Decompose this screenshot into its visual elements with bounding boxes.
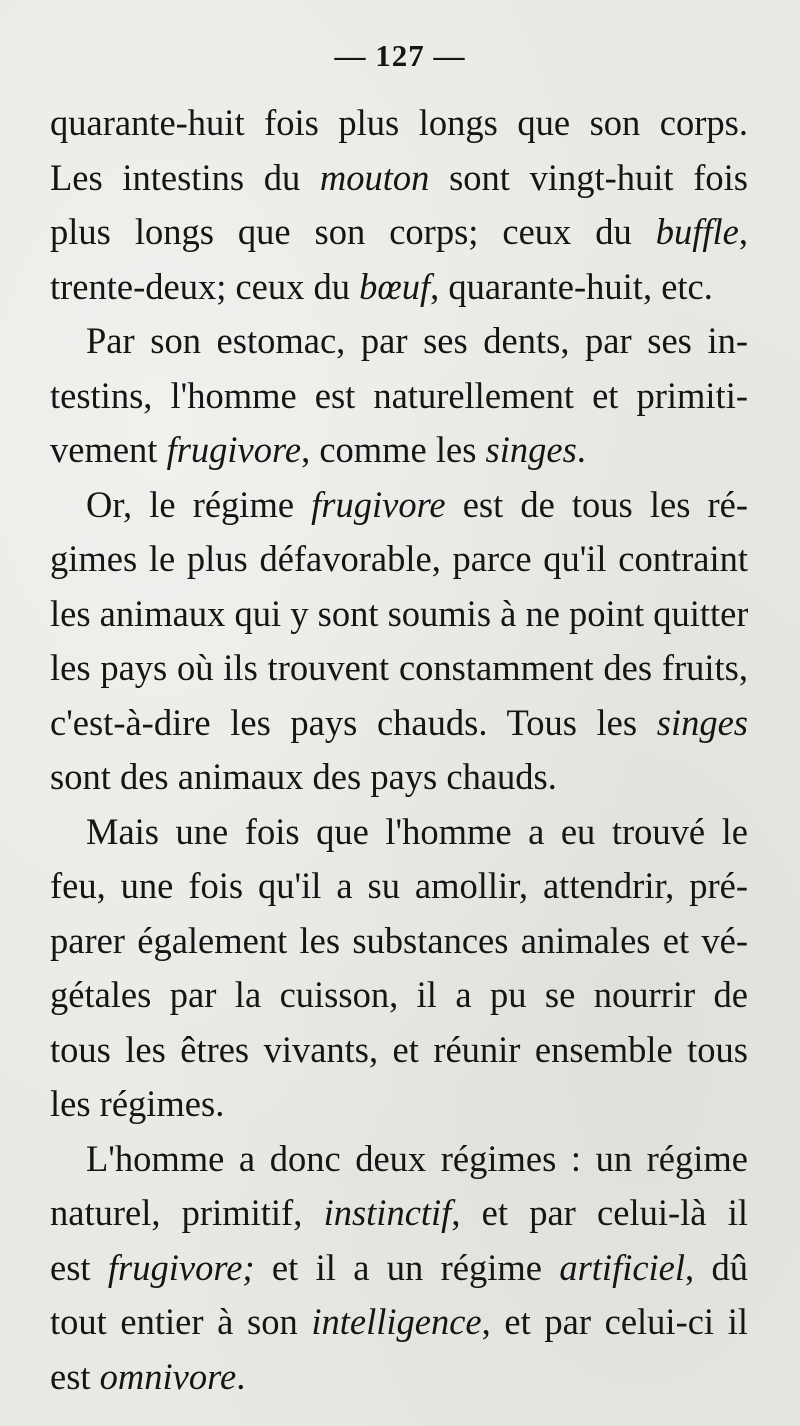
- text-segment: est: [50, 1355, 100, 1397]
- text-line: [50, 260, 748, 315]
- text-line: [50, 532, 748, 587]
- italic-term: mouton: [319, 156, 430, 198]
- body-text: [50, 96, 748, 1404]
- italic-term: artificiel: [559, 1246, 686, 1288]
- text-segment: sont des animaux des pays chauds.: [50, 756, 557, 797]
- text-line: [50, 1077, 748, 1132]
- text-line: [50, 805, 748, 860]
- italic-term: frugivore;: [107, 1246, 255, 1288]
- text-line: [50, 914, 748, 969]
- text-line: [50, 1023, 748, 1078]
- text-line: [50, 587, 748, 642]
- italic-term: intelligence: [311, 1301, 482, 1342]
- text-segment: les pays où ils trouvent constamment des fruits,: [50, 647, 748, 688]
- italic-term: singes: [485, 429, 577, 470]
- text-line: [50, 750, 748, 805]
- italic-term: frugivore: [311, 483, 446, 525]
- text-segment: gimes le plus défavorable, parce qu'il contraint: [50, 538, 748, 579]
- text-line: [50, 1241, 748, 1296]
- text-line: [50, 968, 748, 1023]
- text-segment: plus longs que son corps; ceux du: [50, 211, 656, 252]
- italic-term: buffle: [655, 211, 739, 252]
- text-segment: naturel, primitif,: [50, 1192, 324, 1233]
- text-segment: feu, une fois qu'il a su amollir, attendrir, pré-: [50, 865, 748, 906]
- text-segment: trente-deux; ceux du: [50, 265, 360, 307]
- text-segment: , quarante-huit, etc.: [430, 265, 713, 307]
- text-line: [50, 369, 748, 424]
- text-segment: Les intestins du: [50, 156, 320, 198]
- text-segment: et il a un régime: [254, 1246, 560, 1288]
- text-line: [50, 478, 748, 533]
- text-line: [50, 1186, 748, 1241]
- italic-term: singes: [656, 701, 748, 743]
- text-line: [50, 96, 748, 151]
- text-segment: , et par celui-ci il: [481, 1301, 748, 1342]
- text-line: [50, 1132, 748, 1187]
- text-segment: tout entier à son: [50, 1301, 312, 1342]
- text-segment: , dû: [685, 1246, 748, 1288]
- italic-term: frugivore: [166, 429, 302, 470]
- text-segment: est de tous les ré-: [445, 483, 748, 525]
- text-segment: .: [236, 1355, 246, 1397]
- text-segment: gétales par la cuisson, il a pu se nourrir de: [50, 974, 748, 1015]
- text-line: [50, 423, 748, 478]
- italic-term: bœuf: [359, 265, 431, 307]
- text-segment: les animaux qui y sont soumis à ne point quitter: [50, 592, 748, 634]
- text-segment: Or, le régime: [86, 483, 312, 525]
- page-number: — 127 —: [334, 38, 466, 73]
- italic-term: omnivore: [99, 1355, 237, 1397]
- text-segment: quarante-huit fois plus longs que son corps.: [50, 102, 748, 143]
- italic-term: instinctif: [323, 1192, 452, 1233]
- text-segment: sont vingt-huit fois: [429, 156, 748, 198]
- text-line: [50, 151, 748, 206]
- text-segment: , comme les: [301, 429, 486, 470]
- text-segment: c'est-à-dire les pays chauds. Tous les: [50, 701, 657, 743]
- text-segment: , et par celui-là il: [451, 1192, 748, 1233]
- text-segment: .: [576, 429, 586, 470]
- text-segment: tous les êtres vivants, et réunir ensemble tous: [50, 1028, 748, 1070]
- text-line: [50, 1350, 748, 1405]
- text-line: [50, 696, 748, 751]
- text-segment: Par son estomac, par ses dents, par ses in-: [86, 320, 748, 361]
- text-line: [50, 641, 748, 696]
- text-segment: Mais une fois que l'homme a eu trouvé le: [86, 810, 748, 852]
- text-segment: testins, l'homme est naturellement et primiti-: [50, 374, 748, 416]
- text-segment: est: [50, 1246, 108, 1288]
- text-line: [50, 205, 748, 260]
- text-segment: parer également les substances animales et vé-: [50, 919, 748, 961]
- text-segment: L'homme a donc deux régimes : un régime: [86, 1137, 748, 1179]
- text-line: [50, 859, 748, 914]
- text-segment: ,: [738, 211, 748, 252]
- text-line: [50, 1295, 748, 1350]
- text-line: [50, 314, 748, 369]
- text-segment: vement: [50, 429, 167, 470]
- text-segment: les régimes.: [50, 1083, 225, 1124]
